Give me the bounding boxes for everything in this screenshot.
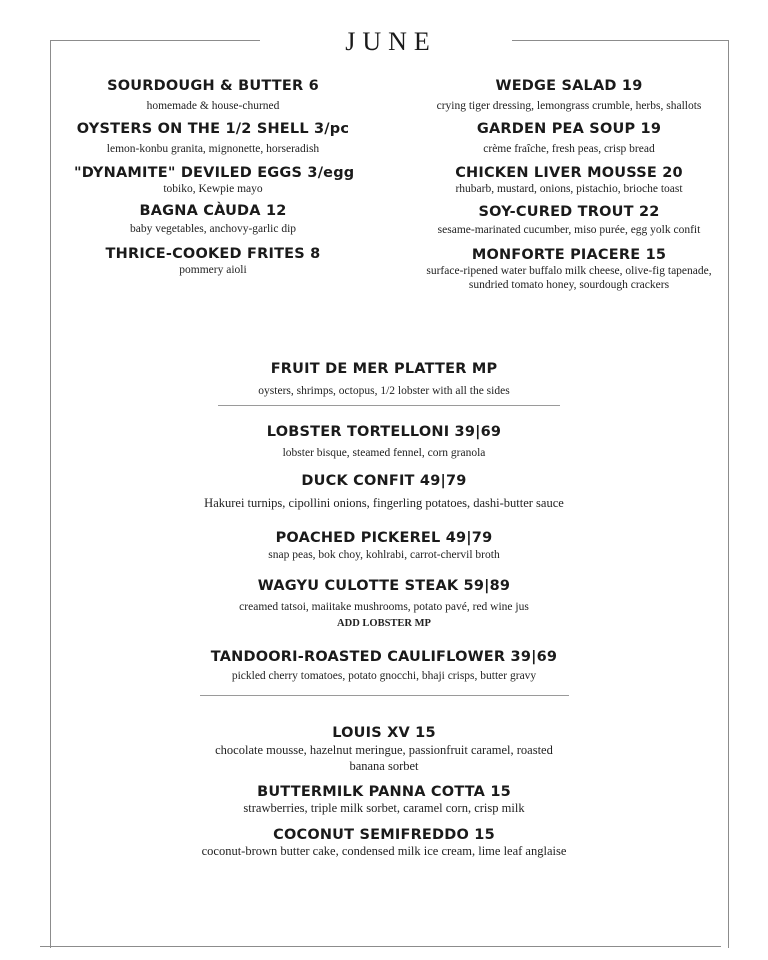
item-name: COCONUT SEMIFREDDO 15: [273, 827, 495, 843]
item-name: GARDEN PEA SOUP 19: [476, 121, 662, 137]
item-description: creamed tatsoi, maiitake mushrooms, potato pavé, red wine jus: [239, 601, 529, 613]
item-description: snap peas, bok choy, kohlrabi, carrot-chervil broth: [268, 549, 500, 561]
menu-item-trout: [402, 203, 736, 237]
item-description: homemade & house-churned: [146, 100, 280, 112]
item-description: oysters, shrimps, octopus, 1/2 lobster with all the sides: [258, 385, 510, 397]
menu-item-lobster-tortelloni: [134, 423, 634, 460]
item-description: crying tiger dressing, lemongrass crumble, herbs, shallots: [436, 100, 702, 112]
menu-item-oysters: [74, 120, 352, 156]
menu-item-fruit-de-mer: [134, 360, 634, 398]
frame-line-left: [50, 40, 51, 948]
item-description: rhubarb, mustard, onions, pistachio, brioche toast: [455, 183, 683, 195]
section-divider: [200, 695, 569, 696]
item-description: baby vegetables, anchovy-garlic dip: [129, 223, 297, 235]
item-description: pickled cherry tomatoes, potato gnocchi, bhaji crisps, butter gravy: [231, 670, 537, 682]
item-description: coconut-brown butter cake, condensed milk ice cream, lime leaf anglaise: [201, 844, 567, 858]
menu-item-sourdough: [74, 77, 352, 113]
item-name: LOBSTER TORTELLONI 39|69: [266, 424, 502, 440]
item-name: OYSTERS ON THE 1/2 SHELL 3/pc: [76, 121, 350, 137]
item-description: lobster bisque, steamed fennel, corn granola: [282, 447, 486, 459]
item-description: surface-ripened water buffalo milk cheese, olive-fig tapenade, sundried tomato honey, sourdough crackers: [426, 265, 712, 291]
item-description: chocolate mousse, hazelnut meringue, passionfruit caramel, roasted banana sorbet: [215, 743, 553, 773]
item-addon: ADD LOBSTER MP: [337, 618, 431, 629]
item-name: TANDOORI-ROASTED CAULIFLOWER 39|69: [210, 649, 558, 665]
menu-item-wedge-salad: [402, 77, 736, 113]
menu-item-deviled-eggs: [74, 164, 355, 196]
item-name: POACHED PICKEREL 49|79: [275, 530, 493, 546]
item-name: THRICE-COOKED FRITES 8: [105, 246, 321, 262]
frame-line-bottom: [40, 946, 721, 947]
item-description: tobiko, Kewpie mayo: [163, 183, 263, 195]
menu-item-monforte: [420, 246, 718, 292]
item-name: LOUIS XV 15: [332, 725, 436, 741]
item-name: WEDGE SALAD 19: [495, 78, 643, 94]
section-divider: [218, 405, 560, 406]
item-description: pommery aioli: [179, 264, 247, 276]
menu-item-louis-xv: [204, 724, 564, 774]
item-name: SOURDOUGH & BUTTER 6: [107, 78, 319, 94]
item-name: BAGNA CÀUDA 12: [139, 203, 287, 219]
menu-item-coconut-semifreddo: [134, 826, 634, 859]
menu-item-panna-cotta: [134, 783, 634, 816]
item-name: FRUIT DE MER PLATTER MP: [270, 361, 498, 377]
menu-item-frites: [74, 245, 352, 277]
item-name: DUCK CONFIT 49|79: [301, 473, 467, 489]
menu-item-bagna-cauda: [74, 202, 352, 236]
item-description: crème fraîche, fresh peas, crisp bread: [483, 143, 655, 155]
item-description: lemon-konbu granita, mignonette, horseradish: [106, 143, 320, 155]
menu-item-tandoori-cauliflower: [134, 648, 634, 683]
item-name: SOY-CURED TROUT 22: [478, 204, 660, 220]
menu-title: JUNE: [345, 27, 437, 56]
menu-item-poached-pickerel: [134, 529, 634, 562]
menu-item-pea-soup: [402, 120, 736, 156]
menu-item-duck-confit: [134, 472, 634, 510]
item-description: strawberries, triple milk sorbet, caramel corn, crisp milk: [243, 801, 525, 815]
item-name: WAGYU CULOTTE STEAK 59|89: [257, 578, 511, 594]
menu-item-wagyu-steak: [134, 577, 634, 631]
item-name: MONFORTE PIACERE 15: [471, 247, 667, 263]
item-name: "DYNAMITE" DEVILED EGGS 3/egg: [74, 165, 355, 181]
menu-item-chicken-liver-mousse: [402, 164, 736, 196]
item-description: Hakurei turnips, cipollini onions, fingerling potatoes, dashi-butter sauce: [204, 496, 564, 510]
item-name: BUTTERMILK PANNA COTTA 15: [257, 784, 511, 800]
item-description: sesame-marinated cucumber, miso purée, egg yolk confit: [437, 224, 701, 236]
item-name: CHICKEN LIVER MOUSSE 20: [455, 165, 683, 181]
